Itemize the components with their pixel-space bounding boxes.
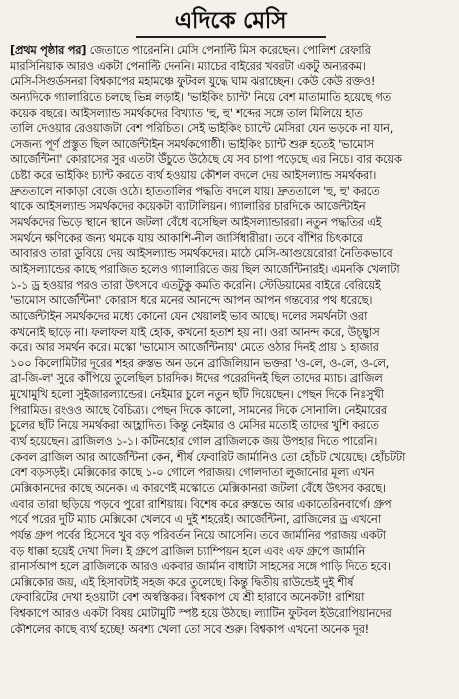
- text-line: [10, 309, 451, 325]
- text-line: [10, 544, 451, 560]
- line-text: 'ভামোস আর্জেন্টিনা' কোরাস ধরে মনের আনন্দে আপন আপন গন্তব্যের পথ ধরেছে।: [10, 293, 373, 308]
- line-text: অন্যদিকে গ্যালারিতে চলছে ভিন্ন লড়াই। 'ভাইকিং চ্যান্ট' নিয়ে বেশ মাতামাতি হয়েছে গত: [10, 89, 391, 104]
- line-text: পিরামিড। রংওও আছে বৈচিত্র্য। পেছন দিকে কালো, সামনের দিকে সোনালি। নেইমারের: [10, 402, 387, 417]
- line-text: জেতাতে পারেননি। মেসি পেনাল্টি মিস করেছেন। পোলিশ রেফারি: [86, 43, 371, 57]
- line-text: বিশ্বকাপে আরও একটা বিষয় মোটামুটি স্পষ্ট হয়ে উঠছে। ল্যাটিন ফুটবল ইউরোপিয়ানদের: [10, 606, 392, 621]
- line-text: সমর্থকদের ভিড়ে স্থানে স্থানে জটলা বেঁধে বসেছিল আইসল্যান্ডাররা। নতুন পদ্ধতির এই: [10, 215, 382, 230]
- line-text: আর্জেন্টাইন সমর্থকদের মধ্যে কোনো যেন খেয়ালই ভাব আছে। দলের সমর্থনটা ওরা: [10, 308, 368, 323]
- text-line: [10, 184, 451, 200]
- text-line: [10, 356, 451, 372]
- text-line: [10, 215, 451, 231]
- text-line: [10, 262, 451, 278]
- line-text: পর্যন্ত গ্রুপ পর্বের হিসেবে খুব বড় পরিবর্তন নিয়ে আসেনি। তবে জার্মানির পরাজয় একটা: [10, 527, 386, 542]
- text-line: [10, 121, 451, 137]
- text-line: [10, 278, 451, 294]
- line-text: ব্রা-জি-ল' সুরে কাঁপিয়ে তুলেছিল চারদিক। ঈদের পরেরদিনই ছিল তাদের ম্যাচ। ব্রাজিল: [10, 371, 383, 386]
- text-line: [10, 371, 451, 387]
- line-text: দ্রুততালে নাকাড়া বেজে ওঠে। হাততালির পদ্ধতি বদলে যায়। দ্রুততালে 'হু, হু' করতে: [10, 183, 380, 198]
- line-text: কৌশলের কাছে ব্যর্থ হচ্ছে! অবশ্য খেলা তো সবে শুরু। বিশ্বকাপ এখনো অনেক দূর!: [10, 621, 369, 636]
- line-text: মেসি-সিগুর্ডসনরা বিশ্বকাপের মহামঞ্চে ফুটবল যুদ্ধে ঘাম ঝরাচ্ছেন। কেউ কেউ রক্তও!: [10, 74, 376, 89]
- line-text: আবারও তারা ডুবিয়ে দেয় আইসল্যান্ড সমর্থকদের। মাঠে মেসি-আগুয়েরোরা নৈতিকভাবে: [10, 246, 393, 261]
- line-text: মুখোমুখি হলো সুইজারল্যান্ডের। নেইমার চুলে নতুন ছাঁট দিয়েছেন। পেছন দিকে নিঃসুখী: [10, 387, 384, 402]
- text-line: [10, 575, 451, 591]
- text-line: [10, 450, 451, 466]
- line-text: বড় ধাক্কা হয়েই দেখা দিল। ই গ্রুপে ব্রাজিল চ্যাম্পিয়ন হলে এবং এফ গ্রুপে জার্মানি: [10, 543, 366, 558]
- line-text: বেশ বড়সড়ই। মেক্সিকোর কাছে ১-০ গোলে পরাজয়। গোলদাতা লুজানোর মূল্য এখন: [10, 465, 375, 480]
- text-line: [10, 246, 451, 262]
- line-text: ব্যর্থ হয়েছেন। ব্রাজিলও ১-১। কটিনহোর গোল ব্রাজিলকে জয় উপহার দিতে পারেনি।: [10, 434, 378, 449]
- text-line: [10, 465, 451, 481]
- text-line: [10, 622, 451, 638]
- text-line: [10, 168, 451, 184]
- text-line: [10, 152, 451, 168]
- line-text: কেবল ব্রাজিল আর আর্জেন্টিনা কেন, শীর্ষ ফেবারিট জার্মানিও তো হোঁচট খেয়েছে। হোঁচটটা: [10, 449, 406, 464]
- line-text: ফেবারিটের দেখা হওয়াটা বেশ অস্বস্তিকর। বিশ্বকাপ যে শ্রী হারাবে অনেকটা! রাশিয়া: [10, 590, 365, 605]
- text-line: [10, 325, 451, 341]
- headline-block: [136, 8, 326, 38]
- line-text: মেক্সিকানদের কাছে অনেক। এ কারণেই মস্কোতে মেক্সিকানরা জটলা বেঁধে উৎসব করছে।: [10, 480, 386, 495]
- line-text: পর্বে পরের দুটি ম্যাচ মেক্সিকো খেলবে এ দুই শহরেই। আর্জেন্টিনা, ব্রাজিলের ড্র এখনো: [10, 512, 381, 527]
- text-line: [10, 387, 451, 403]
- line-text: সমর্থনে ক্ষণিকের জন্য থমকে যায় আকাশি-নীল জার্সিধারীরা। তবে বাঁশির চিৎকারে: [10, 230, 363, 245]
- text-line: [10, 418, 451, 434]
- text-line: [10, 293, 451, 309]
- text-line: [10, 59, 451, 75]
- text-line: [10, 512, 451, 528]
- text-line: [10, 403, 451, 419]
- article-body: [10, 43, 451, 637]
- text-line: [10, 43, 451, 59]
- continuation-label: [প্রথম পৃষ্ঠার পর]: [10, 43, 87, 57]
- text-line: [10, 559, 451, 575]
- text-line: [10, 481, 451, 497]
- line-text: করে। আর সমর্থন করে। মস্কো 'ভামোস আর্জেন্টিনায়' মেতে ওঠার দিনই প্রায় ১ হাজার: [10, 340, 379, 355]
- line-text: মেক্সিকোর জয়, এই হিসাবটাই সহজ করে তুলেছে। কিন্তু দ্বিতীয় রাউন্ডেই দুই শীর্ষ: [10, 574, 354, 589]
- text-line: [10, 497, 451, 513]
- text-line: [10, 231, 451, 247]
- text-line: [10, 340, 451, 356]
- text-line: [10, 106, 451, 122]
- line-text: এবার তারা ছড়িয়ে পড়বে পুরো রাশিয়ায়। বিশেষ করে রুস্তভে আর একাতেরিনবার্গে। গ্রুপ: [10, 496, 392, 511]
- line-text: চেষ্টা করে ভাইকিং চ্যান্ট করতে ব্যর্থ হওয়ায় কৌশল বদলে দেয় আইসল্যান্ড সমর্থকরা।: [10, 168, 377, 183]
- line-text: ১-১ ড্র হওয়ার পরও তারা উৎসবে এতটুকু কমতি করেনি। স্টেডিয়ামের বাইরে বেরিয়েই: [10, 277, 381, 292]
- text-line: [10, 528, 451, 544]
- line-text: কয়েক বছরে। আইসল্যান্ড সমর্থকদের বিখ্যাত 'হু, হু' শব্দের সঙ্গে তাল মিলিয়ে হাত: [10, 105, 363, 120]
- headline: এদিকে মেসি: [174, 8, 287, 34]
- text-line: [10, 74, 451, 90]
- line-text: তালি দেওয়ার রেওয়াজটা বেশ পরিচিত। সেই ভাইকিং চ্যান্টে মেসিরা যেন ভড়কে না যান,: [10, 121, 394, 136]
- text-line: [10, 434, 451, 450]
- text-line: [10, 137, 451, 153]
- line-text: আর্জেন্টিনা' কোরাসের সুর এতটা উঁচুতে উঠেছে যে সব চাপা পড়েছে এর নিচে। বার কয়েক: [10, 152, 402, 167]
- line-text: ১০০ কিলোমিটার দূরের শহর রুস্তভ অন ডনে ব্রাজিলিয়ান ভক্তরা 'ও-লে, ও-লে, ও-লে,: [10, 355, 389, 370]
- line-text: রানার্সআপ হলে ব্রাজিলকে আরও একবার জার্মান বাধাটা সাহসের সঙ্গে পাড়ি দিতে হবে।: [10, 559, 391, 574]
- text-line: [10, 590, 451, 606]
- line-text: মারসিনিয়াক আরও একটা পেনাল্টি দেননি। ম্যাচের বাইরের খবরটা একটু অন্যরকম।: [10, 58, 366, 73]
- line-text: সেজন্য পূর্ণ প্রস্তুত ছিল আর্জেন্টাইন সমর্থকগোষ্ঠী। ভাইকিং চ্যান্ট শুরু হতেই 'ভামোস: [10, 136, 374, 151]
- line-text: কখনোই ছাড়ে না। ফলাফল যাই হোক, কখনো হতাশ হয় না। ওরা আনন্দ করে, উচ্ছ্বাস: [10, 324, 380, 339]
- text-line: [10, 606, 451, 622]
- headline-underline: [136, 36, 326, 38]
- text-line: [10, 90, 451, 106]
- line-text: থাকে আইসল্যান্ড সমর্থকদের কয়েকটা ব্যাটালিয়ন। গ্যালারির চারদিকে আর্জেন্টাইন: [10, 199, 366, 214]
- line-text: আইসল্যান্ডের কাছে পরাজিত হলেও গ্যালারিতে জয় ছিল আর্জেন্টিনারই। এমনকি খেলাটা: [10, 261, 400, 276]
- line-text: চুলের ছাঁট নিয়ে সমর্থকরা আহ্লাদিত। কিন্তু নেইমার ও মেসির মতোই তাদের খুশি করতে: [10, 418, 379, 433]
- text-line: [10, 199, 451, 215]
